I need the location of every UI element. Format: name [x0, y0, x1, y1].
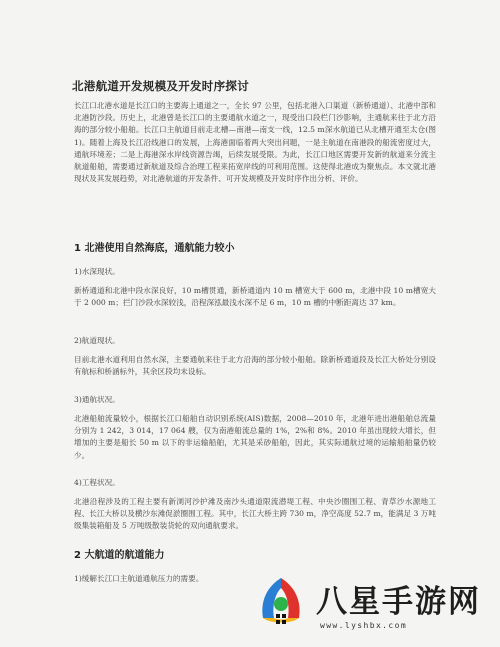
subsection-label-navigation: 3)通航状况。 [74, 395, 120, 404]
paragraph-water-depth: 新桥通道和北港中段水深良好，10 m槽贯通，新桥通道内 10 m 槽宽大于 600 m，北港中段 10 m槽宽大于 2 000 m；拦门沙段水深较浅，沿程深泓最浅水深不足 6 m，10 m 槽的中断距离达 37 km。 [74, 286, 436, 308]
section-heading-1: 1 北港使用自然海底，通航能力较小 [74, 243, 235, 254]
watermark-url: www.lyshbx.com [320, 621, 408, 630]
intro-paragraph: 长江口北港水道是长江口的主要海上通道之一，全长 97 公里，包括北港入口渠道（新桥通道）、北港中部和北港防沙段。历史上，北港曾是长江口的主要通航水道之一，现受出口段栏门沙影响，主通航来往于北方沿海的部分较小船舶。长江口主航道目前走北槽—南港—南支一线，12.5 m深水航道已从北槽开通至太仓(图1)。随着上海及长江沿线港口的发展，上海港面临着两大突出问题，一是主航道在南港段的船流密度过大，通航环境差；二是上海港深水岸线资源告竭，后续发展受限。为此，长江口地区需要开发新的航道来分流主航道船舶，需要通过新航道及综合治理工程来拓宽岸线的可利用范围。这使得北港成为聚焦点。本文就北港现状及其发展趋势，对北港航道的开发条件、可开发规模及开发时序作出分析、评价。 [74, 101, 436, 184]
subsection-label-water-depth: 1)水深现状。 [74, 267, 120, 276]
paragraph-navigation: 北港船舶流量较小，根据长江口船舶自动识别系统(AIS)数据，2008—2010 年，北港年进出港船舶总流量分别为 1 242，3 014，17 064 艘，仅为南港船流总量的 1%，2%和 8%。2010 年虽出现较大增长，但增加的主要是船长 50 m 以下的非运输船舶，尤其是采砂船舶，因此，其实际通航过境的运输船舶量仍较少。 [74, 414, 436, 460]
subsection-label-engineering: 4)工程状况。 [74, 478, 120, 487]
paragraph-channel: 目前北港水道利用自然水深，主要通航来往于北方沿海的部分较小船舶。除新桥通道段及长江大桥处分别设有航标和桥涵标外，其余区段均未设标。 [74, 355, 436, 377]
section-heading-2: 2 大航道的航道能力 [74, 550, 165, 561]
subsection-label-channel: 2)航道现状。 [74, 336, 120, 345]
document-title: 北港航道开发规模及开发时序探讨 [72, 79, 249, 93]
paragraph-engineering: 北港沿程涉及的工程主要有新浏河沙护滩及南沙头通道限流潜堤工程、中央沙圈围工程、青草沙水源地工程、长江大桥以及横沙东滩促淤圈围工程。其中，长江大桥主跨 730 m，净空高度 52.7 m，能满足 3 万吨级集装箱船及 5 万吨级散装货轮的双向通航要求。 [74, 497, 436, 531]
watermark-brand-name: 八星手游网 [316, 584, 481, 620]
watermark-logo [246, 574, 496, 640]
subsection-label-relieve-pressure: 1)缓解长江口主航道通航压力的需要。 [74, 574, 204, 583]
brand-logo-icon [254, 574, 308, 628]
